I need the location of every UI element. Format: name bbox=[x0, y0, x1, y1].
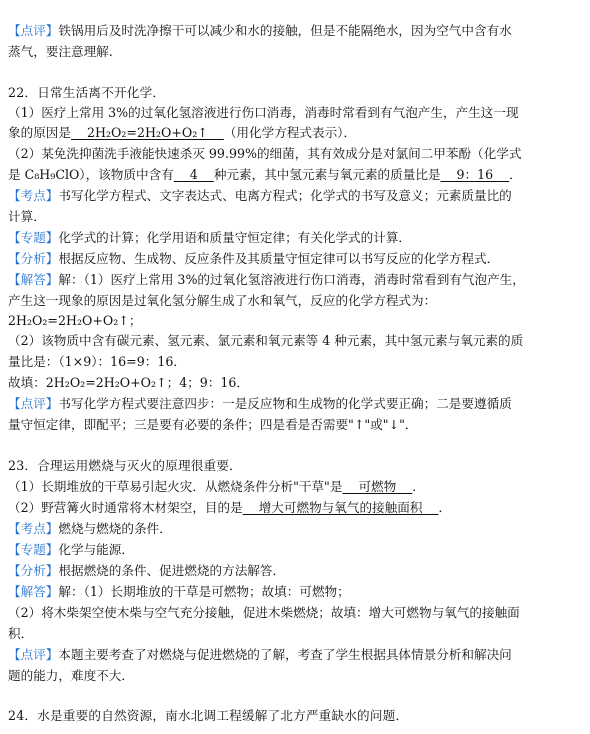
q23-dianping-line-2: 题的能力，难度不大． bbox=[8, 668, 134, 683]
dianping-tag: 【点评】 bbox=[8, 647, 59, 662]
comment-tag: 【点评】 bbox=[8, 23, 59, 38]
dianping-text: 本题主要考查了对燃烧与促进燃烧的了解，考查了学生根据具体情景分析和解决问 bbox=[58, 647, 512, 662]
q22-part1-suffix: （用化学方程式表示）． bbox=[223, 125, 357, 140]
fenxi-tag: 【分析】 bbox=[8, 563, 59, 578]
q22-kaodian-line-2: 计算． bbox=[8, 209, 46, 224]
q22-part2-line-2 bbox=[8, 166, 586, 183]
q22-part1-line-2 bbox=[8, 124, 586, 141]
zhuanti-text: 化学与能源． bbox=[58, 542, 134, 557]
q23-part2-answer: 增大可燃物与氧气的接触面积 bbox=[242, 500, 439, 515]
zhuanti-tag: 【专题】 bbox=[8, 230, 59, 245]
q22-dianping-line-2: 量守恒定律，即配平；三是要有必要的条件；四是看是否需要"↑"或"↓"． bbox=[8, 417, 418, 432]
kaodian-text: 燃烧与燃烧的条件． bbox=[58, 521, 172, 536]
jieda-tag: 【解答】 bbox=[8, 584, 59, 599]
kaodian-tag: 【考点】 bbox=[8, 521, 59, 536]
q22-fenxi bbox=[8, 250, 586, 267]
q22-jieda-line-6: 故填：2H₂O₂=2H₂O+O₂↑；4；9：16． bbox=[8, 375, 250, 390]
q23-kaodian bbox=[8, 520, 586, 537]
q23-jieda-line-2: （2）将木柴架空使木柴与空气充分接触，促进木柴燃烧；故填：增大可燃物与氧气的接触面 bbox=[8, 605, 520, 620]
q22-part2-suffix: ． bbox=[509, 167, 522, 182]
q22-part2-middle: 种元素，其中氢元素与氧元素的质量比是 bbox=[213, 167, 441, 182]
q23-jieda-line-1 bbox=[8, 583, 586, 600]
q22-part2-line-1: （2）某免洗抑菌洗手液能快速杀灭 99.99%的细菌，其有效成分是对氯间二甲苯酚（化学式 bbox=[8, 146, 522, 161]
dianping-text: 书写化学方程式要注意四步：一是反应物和生成物的化学式要正确；二是要遵循质 bbox=[58, 396, 512, 411]
fenxi-text: 根据燃烧的条件、促进燃烧的方法解答． bbox=[58, 563, 286, 578]
jieda-text: 解：（1）医疗上常用 3%的过氧化氢溶液进行伤口消毒，消毒时常看到有气泡产生， bbox=[58, 272, 525, 287]
q21-comment-line-1 bbox=[8, 22, 586, 39]
fenxi-tag: 【分析】 bbox=[8, 251, 59, 266]
q23-part2 bbox=[8, 499, 586, 516]
q23-fenxi bbox=[8, 562, 586, 579]
q23-part1 bbox=[8, 478, 586, 495]
kaodian-tag: 【考点】 bbox=[8, 188, 59, 203]
q22-jieda-line-5: 量比是：（1×9）：16=9：16． bbox=[8, 354, 186, 369]
q23-jieda-line-3: 积． bbox=[8, 626, 34, 641]
q22-dianping-line-1 bbox=[8, 395, 586, 412]
q23-part2-suffix: ． bbox=[438, 500, 452, 515]
q22-part2-answer-2: 9：16 bbox=[440, 167, 510, 182]
q22-jieda-line-4: （2）该物质中含有碳元素、氢元素、氯元素和氧元素等 4 种元素，其中氢元素与氧元素的质 bbox=[8, 333, 524, 348]
q22-part2-prefix: 是 C₈H₉ClO），该物质中含有 bbox=[8, 167, 174, 182]
q22-kaodian-line-1 bbox=[8, 187, 586, 204]
q23-zhuanti bbox=[8, 541, 586, 558]
q23-part1-answer: 可燃物 bbox=[342, 479, 413, 494]
comment-text: 铁锅用后及时洗净擦干可以减少和水的接触，但是不能隔绝水，因为空气中含有水 bbox=[58, 23, 512, 38]
q22-part1-answer: 2H₂O₂=2H₂O+O₂↑ bbox=[70, 125, 224, 140]
q22-part2-answer-1: 4 bbox=[173, 167, 214, 182]
q22-jieda-line-1 bbox=[8, 271, 586, 288]
q22-part1-line-1: （1）医疗上常用 3%的过氧化氢溶液进行伤口消毒，消毒时常看到有气泡产生，产生这一现 bbox=[8, 105, 519, 120]
q23-part1-prefix: （1）长期堆放的干草易引起火灾．从燃烧条件分析"干草"是 bbox=[8, 479, 343, 494]
q23-part2-prefix: （2）野营篝火时通常将木材架空，目的是 bbox=[8, 500, 243, 515]
dianping-tag: 【点评】 bbox=[8, 396, 59, 411]
jieda-tag: 【解答】 bbox=[8, 272, 59, 287]
q23-part1-suffix: ． bbox=[412, 479, 425, 494]
q22-jieda-line-2: 产生这一现象的原因是过氧化氢分解生成了水和氧气，反应的化学方程式为： bbox=[8, 293, 437, 308]
zhuanti-tag: 【专题】 bbox=[8, 542, 59, 557]
q23-dianping-line-1 bbox=[8, 646, 586, 663]
zhuanti-text: 化学式的计算；化学用语和质量守恒定律；有关化学式的计算． bbox=[58, 230, 411, 245]
question-24-title: 24．水是重要的自然资源，南水北调工程缓解了北方严重缺水的问题． bbox=[8, 708, 409, 723]
q22-zhuanti bbox=[8, 229, 586, 246]
jieda-text: 解：（1）长期堆放的干草是可燃物；故填：可燃物； bbox=[58, 584, 350, 599]
question-22-title: 22．日常生活离不开化学． bbox=[8, 85, 166, 100]
fenxi-text: 根据反应物、生成物、反应条件及其质量守恒定律可以书写反应的化学方程式． bbox=[58, 251, 500, 266]
kaodian-text: 书写化学方程式、文字表达式、电离方程式；化学式的书写及意义；元素质量比的 bbox=[58, 188, 512, 203]
q22-jieda-line-3: 2H₂O₂=2H₂O+O₂↑； bbox=[8, 313, 142, 328]
q21-comment-line-2: 蒸气，要注意理解. bbox=[8, 44, 113, 59]
question-23-title: 23．合理运用燃烧与灭火的原理很重要． bbox=[8, 458, 242, 473]
q22-part1-prefix: 象的原因是 bbox=[8, 125, 71, 140]
